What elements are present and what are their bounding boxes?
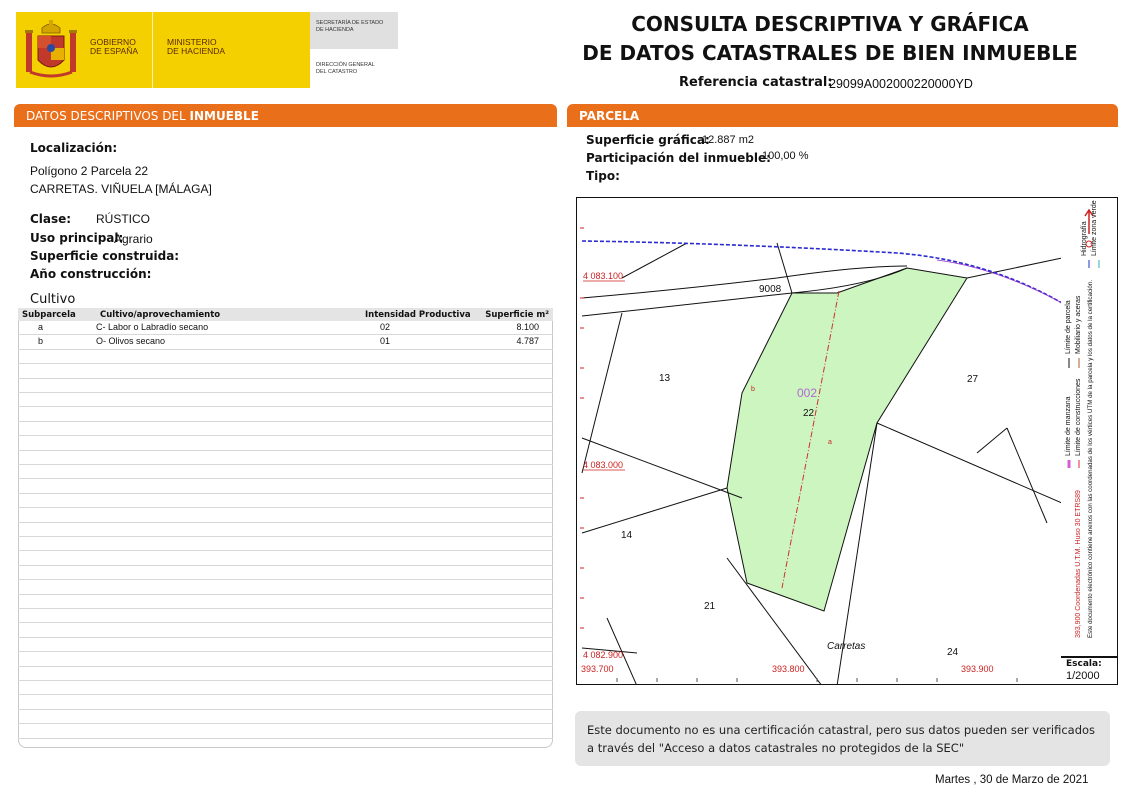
table-row bbox=[18, 335, 553, 349]
legend-coords-note: 393,900 Coordenadas U.T.M. Huso 30 ETRS89 bbox=[1075, 490, 1082, 638]
legend-manzana: Límite de manzana bbox=[1065, 396, 1072, 456]
coat-of-arms-icon bbox=[22, 18, 80, 82]
table-empty-row bbox=[18, 523, 553, 537]
legend-parcela: Límite de parcela bbox=[1065, 300, 1072, 354]
x-coord-left: 393.700 bbox=[581, 664, 614, 674]
participacion-label: Participación del inmueble: bbox=[586, 151, 771, 165]
y-coord-mid: 4 083.000 bbox=[583, 460, 624, 470]
th-cultivo: Cultivo/aprovechamiento bbox=[100, 310, 221, 320]
parcel-line bbox=[967, 258, 1062, 278]
table-empty-row bbox=[18, 494, 553, 508]
table-empty-row bbox=[18, 609, 553, 623]
bottom-axis-ticks bbox=[617, 678, 1017, 682]
localizacion-label: Localización: bbox=[30, 141, 118, 155]
table-empty-row bbox=[18, 479, 553, 493]
table-row bbox=[18, 321, 553, 335]
parcel-14-label: 14 bbox=[621, 530, 633, 541]
parcel-22-label: 22 bbox=[803, 408, 815, 419]
localizacion-line1: Polígono 2 Parcela 22 bbox=[30, 164, 149, 178]
disclaimer-notice: Este documento no es una certificación catastral, pero sus datos pueden ser verificados a través del "Acceso a datos catastrales no protegidos de la SEC" bbox=[575, 711, 1110, 766]
subparcel-a-label: a bbox=[828, 439, 832, 446]
superficie-construida-label: Superficie construida: bbox=[30, 249, 180, 263]
parcel-21-label: 21 bbox=[704, 601, 716, 612]
document-date: Martes , 30 de Marzo de 2021 bbox=[935, 774, 1089, 786]
datos-descriptivos-header bbox=[14, 104, 557, 126]
header-bold: INMUEBLE bbox=[189, 109, 259, 123]
y-coord-bottom: 4 082.900 bbox=[583, 650, 624, 660]
polygon-002-label: 002 bbox=[797, 386, 818, 400]
superficie-grafica-value: 12.887 m2 bbox=[702, 134, 754, 146]
table-empty-row bbox=[18, 638, 553, 652]
place-label: Carretas bbox=[827, 641, 866, 652]
logo-divider bbox=[152, 12, 153, 88]
cadastral-map bbox=[576, 197, 1063, 685]
parcel-line bbox=[582, 488, 727, 533]
table-empty-row bbox=[18, 710, 553, 724]
parcel-line bbox=[1007, 428, 1047, 523]
legend-doc-note: Este documento electrónico contiene anexos con las coordenadas de los vértices UTM de la parcela y los datos de la certificación. bbox=[1087, 279, 1094, 638]
cadastral-map-drawing bbox=[577, 198, 1063, 685]
th-subparcela: Subparcela bbox=[22, 310, 76, 320]
logo-gobierno-text: GOBIERNO DE ESPAÑA bbox=[90, 37, 139, 56]
th-intensidad: Intensidad Productiva bbox=[365, 310, 471, 320]
uso-label: Uso principal: bbox=[30, 231, 124, 245]
x-coord-mid: 393.800 bbox=[772, 664, 805, 674]
participacion-value: 100,00 % bbox=[762, 150, 809, 162]
legend-zona-verde: Límite zona verde bbox=[1091, 200, 1098, 256]
cell-cultivo: O- Olivos secano bbox=[96, 336, 166, 347]
table-empty-row bbox=[18, 623, 553, 637]
table-empty-row bbox=[18, 364, 553, 378]
table-empty-row bbox=[18, 422, 553, 436]
parcel-27-label: 27 bbox=[967, 374, 979, 385]
cultivo-table-header bbox=[18, 308, 553, 321]
th-superficie: Superficie m² bbox=[485, 310, 549, 320]
localizacion-line2: CARRETAS. VIÑUELA [MÁLAGA] bbox=[30, 182, 212, 196]
subparcel-b-label: b bbox=[751, 386, 755, 393]
map-legend bbox=[1061, 197, 1118, 657]
logo-secretaria-text: SECRETARÍA DE ESTADO DE HACIENDA bbox=[316, 20, 384, 33]
legend-hidrografia: Hidrografía bbox=[1081, 221, 1088, 256]
table-empty-row bbox=[18, 566, 553, 580]
superficie-grafica-label: Superficie gráfica: bbox=[586, 133, 710, 147]
cell-superficie: 4.787 bbox=[516, 336, 539, 347]
cell-subparcela: b bbox=[38, 336, 44, 347]
uso-value: Agrario bbox=[114, 232, 153, 246]
table-empty-row bbox=[18, 350, 553, 364]
table-empty-row bbox=[18, 393, 553, 407]
parcel-line bbox=[977, 428, 1007, 453]
parcel-22-shape bbox=[727, 268, 967, 611]
parcel-line bbox=[877, 423, 1062, 503]
table-empty-row bbox=[18, 681, 553, 695]
cell-intensidad: 01 bbox=[380, 336, 391, 347]
parcel-24-label: 24 bbox=[947, 647, 959, 658]
left-header-underline bbox=[14, 124, 557, 127]
header-prefix: DATOS DESCRIPTIVOS DEL bbox=[26, 109, 190, 123]
parcel-13-label: 13 bbox=[659, 373, 671, 384]
right-header-underline bbox=[567, 124, 1118, 127]
logo-direccion-text: DIRECCIÓN GENERAL DEL CATASTRO bbox=[316, 62, 375, 75]
parcela-header: PARCELA bbox=[567, 104, 1118, 126]
y-coord-top: 4 083.100 bbox=[583, 271, 624, 281]
legend-construcciones: Límite de construcciones bbox=[1075, 378, 1082, 456]
table-empty-row bbox=[18, 724, 553, 738]
table-empty-row bbox=[18, 379, 553, 393]
cell-superficie: 8.100 bbox=[516, 322, 539, 332]
scale-label: Escala: bbox=[1066, 659, 1102, 669]
table-empty-row bbox=[18, 508, 553, 522]
clase-label: Clase: bbox=[30, 212, 72, 226]
table-empty-row bbox=[18, 407, 553, 421]
table-empty-row bbox=[18, 537, 553, 551]
tipo-label: Tipo: bbox=[586, 169, 620, 183]
page-title-line1: CONSULTA DESCRIPTIVA Y GRÁFICA bbox=[631, 12, 1029, 36]
clase-value: RÚSTICO bbox=[96, 212, 150, 226]
referencia-value: 29099A002000220000YD bbox=[829, 77, 973, 91]
cell-intensidad: 02 bbox=[380, 322, 391, 332]
table-empty-row bbox=[18, 652, 553, 666]
logo-ministerio-text: MINISTERIO DE HACIENDA bbox=[167, 37, 226, 56]
table-empty-row bbox=[18, 695, 553, 709]
table-empty-row bbox=[18, 436, 553, 450]
road-code-label: 9008 bbox=[759, 284, 782, 295]
cell-cultivo: C- Labor o Labradío secano bbox=[96, 322, 209, 332]
scale-value: 1/2000 bbox=[1066, 670, 1100, 682]
referencia-label: Referencia catastral: bbox=[679, 75, 833, 90]
table-empty-row bbox=[18, 465, 553, 479]
table-empty-row bbox=[18, 595, 553, 609]
legend-mobiliario: Mobiliario y aceras bbox=[1075, 295, 1082, 354]
table-empty-row bbox=[18, 580, 553, 594]
table-empty-row bbox=[18, 667, 553, 681]
x-coord-right: 393.900 bbox=[961, 664, 994, 674]
cultivo-title: Cultivo bbox=[30, 292, 76, 307]
left-axis-ticks bbox=[580, 228, 584, 628]
table-empty-row bbox=[18, 451, 553, 465]
table-empty-row bbox=[18, 551, 553, 565]
cell-subparcela: a bbox=[38, 322, 44, 332]
page-title-line2: DE DATOS CATASTRALES DE BIEN INMUEBLE bbox=[582, 41, 1078, 65]
anio-construccion-label: Año construcción: bbox=[30, 267, 152, 281]
parcel-line bbox=[622, 243, 687, 278]
parcel-line bbox=[582, 313, 622, 473]
